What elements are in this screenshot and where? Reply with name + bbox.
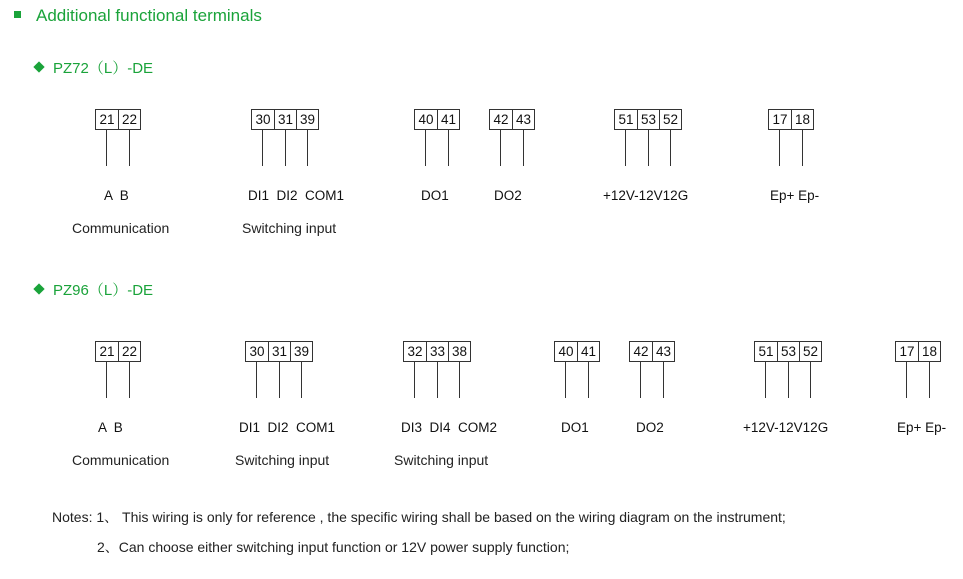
terminal-block [554,341,600,362]
terminal-wire [788,362,789,398]
pin-labels: +12V-12V12G [743,420,829,435]
terminal-wire [906,362,907,398]
model-heading-text: PZ96（L）-DE [53,282,154,299]
terminal-block [95,341,141,362]
terminal-number: 30 [252,110,274,129]
terminal-wire [640,362,641,398]
terminal-number: 52 [799,342,821,361]
square-bullet-icon [14,11,21,18]
terminal-wire [625,130,626,166]
terminal-number: 43 [652,342,674,361]
terminal-block [489,109,535,130]
diamond-bullet-icon [33,283,44,294]
terminal-block [245,341,313,362]
terminal-wire [802,130,803,166]
terminal-number: 41 [577,342,599,361]
terminal-number: 17 [896,342,918,361]
terminal-number: 32 [404,342,426,361]
terminal-wire [307,130,308,166]
terminal-wire [301,362,302,398]
notes-line-1: Notes: 1、 This wiring is only for reference , the specific wiring shall be based on the wiring diagram on the instrument; [52,509,786,525]
terminal-number: 31 [274,110,296,129]
terminal-block [403,341,471,362]
terminal-wire [565,362,566,398]
pin-labels: DO2 [494,188,522,203]
terminal-number: 39 [290,342,312,361]
terminal-wire [765,362,766,398]
terminal-number: 42 [630,342,652,361]
terminal-number: 17 [769,110,791,129]
terminal-number: 43 [512,110,534,129]
pin-labels: DO1 [421,188,449,203]
terminal-number: 38 [448,342,470,361]
terminal-number: 41 [437,110,459,129]
model-heading-text: PZ72（L）-DE [53,60,154,77]
terminal-number: 21 [96,342,118,361]
group-caption: Switching input [235,452,330,468]
terminal-number: 53 [637,110,659,129]
pin-labels: DI1 DI2 COM1 [239,420,336,435]
terminal-block [414,109,460,130]
terminal-block [768,109,814,130]
terminal-wire [929,362,930,398]
pin-labels: DO2 [636,420,664,435]
group-caption: Switching input [394,452,489,468]
terminal-wire [285,130,286,166]
pin-labels: A B [98,420,123,435]
terminal-wire [106,362,107,398]
diamond-bullet-icon [33,61,44,72]
terminal-number: 53 [777,342,799,361]
terminal-wire [448,130,449,166]
terminal-number: 33 [426,342,448,361]
terminal-number: 30 [246,342,268,361]
terminal-wire [106,130,107,166]
terminal-block [614,109,682,130]
terminal-number: 18 [791,110,813,129]
pin-labels: +12V-12V12G [603,188,689,203]
terminal-wire [437,362,438,398]
pin-labels: DI3 DI4 COM2 [401,420,498,435]
terminal-block [754,341,822,362]
terminal-wire [129,362,130,398]
terminal-block [251,109,319,130]
terminal-number: 51 [755,342,777,361]
group-caption: Switching input [242,220,337,236]
terminal-number: 21 [96,110,118,129]
terminal-wire [459,362,460,398]
terminal-wire [279,362,280,398]
group-caption: Communication [72,220,170,236]
terminal-wire [663,362,664,398]
terminal-number: 52 [659,110,681,129]
terminal-wire [256,362,257,398]
terminal-wire [500,130,501,166]
terminal-block [629,341,675,362]
terminal-block [95,109,141,130]
section-title [14,6,262,26]
terminal-wire [523,130,524,166]
terminal-number: 42 [490,110,512,129]
terminal-number: 22 [118,342,140,361]
terminal-wire [588,362,589,398]
terminal-wire [779,130,780,166]
terminal-wire [810,362,811,398]
pin-labels: A B [104,188,129,203]
terminal-wire [670,130,671,166]
terminal-block [895,341,941,362]
model-heading-pz72 [35,57,153,78]
terminal-wire [129,130,130,166]
terminal-wire [648,130,649,166]
pin-labels: Ep+ Ep- [770,188,820,203]
terminal-number: 31 [268,342,290,361]
pin-labels: Ep+ Ep- [897,420,947,435]
section-title-text: Additional functional terminals [36,6,262,25]
notes-line-2: 2、Can choose either switching input function or 12V power supply function; [97,539,570,555]
terminal-wire [414,362,415,398]
terminal-wire [262,130,263,166]
terminal-wire [425,130,426,166]
terminal-number: 39 [296,110,318,129]
terminal-number: 40 [555,342,577,361]
pin-labels: DI1 DI2 COM1 [248,188,345,203]
terminal-number: 51 [615,110,637,129]
terminal-number: 22 [118,110,140,129]
terminal-number: 18 [918,342,940,361]
pin-labels: DO1 [561,420,589,435]
terminal-number: 40 [415,110,437,129]
model-heading-pz96 [35,279,153,300]
group-caption: Communication [72,452,170,468]
